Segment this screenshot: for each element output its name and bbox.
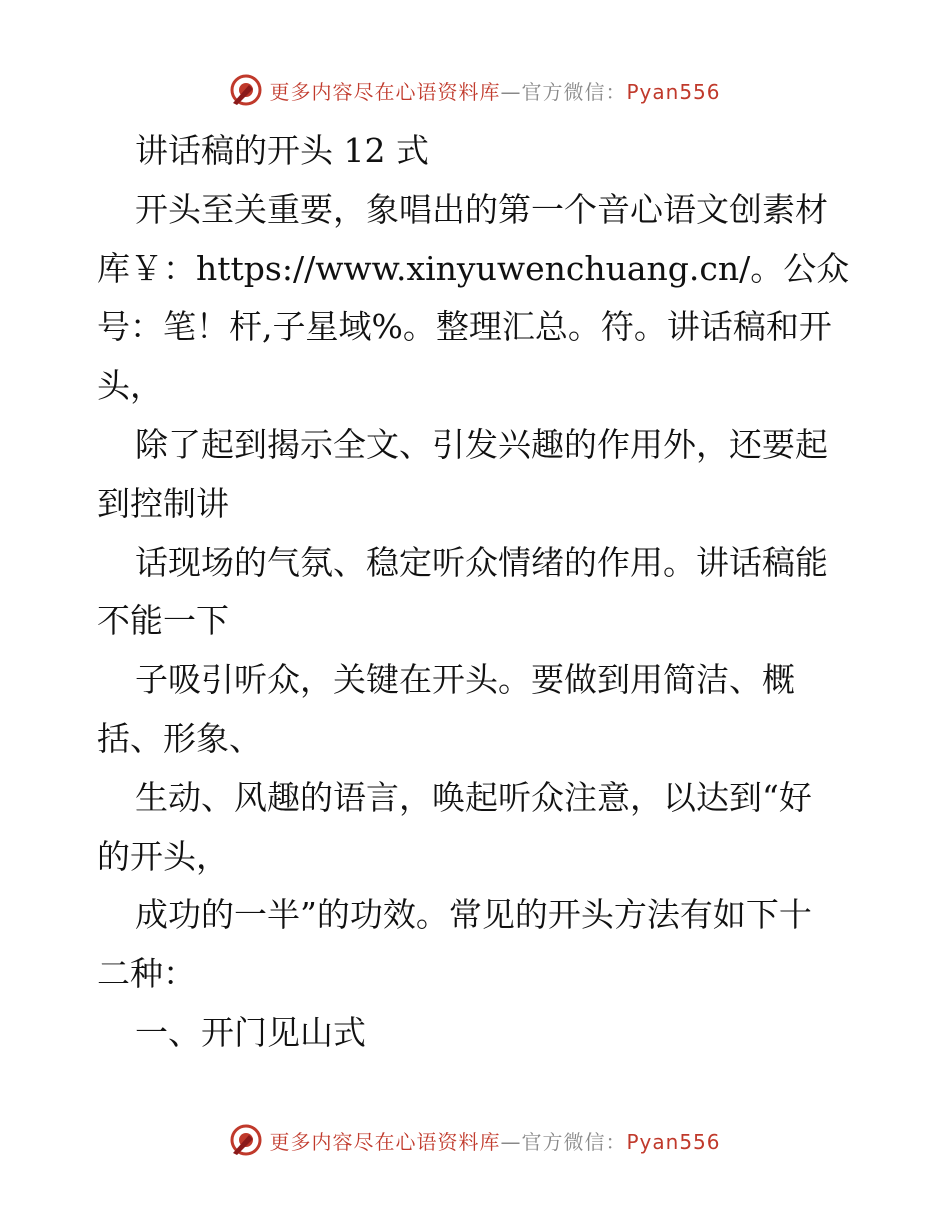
banner-dash: — — [500, 79, 522, 104]
text-line: 头， — [97, 366, 163, 406]
section-heading: 一、开门见山式 — [135, 1012, 366, 1052]
text-line: 除了起到揭示全文、引发兴趣的作用外，还要起 — [135, 424, 828, 464]
header-banner — [0, 70, 950, 110]
text-line: 括、形象、 — [97, 718, 262, 758]
banner-wechat-id: Pyan556 — [626, 1129, 721, 1154]
text-line: 库￥：https://www.xinyuwenchuang.cn/。公众 — [97, 248, 850, 288]
pen-logo-icon — [229, 73, 263, 107]
footer-banner — [0, 1120, 950, 1160]
doc-title: 讲话稿的开头 12 式 — [135, 131, 429, 170]
banner-wechat-label: 官方微信： — [521, 79, 627, 104]
text-line: 生动、风趣的语言，唤起听众注意，以达到“好 — [135, 777, 812, 817]
banner-wechat-id: Pyan556 — [626, 79, 721, 104]
banner-wechat-label: 官方微信： — [521, 1129, 627, 1154]
text-line: 话现场的气氛、稳定听众情绪的作用。讲话稿能 — [135, 542, 828, 582]
text-line: 号：笔！杆,子星域%。整理汇总。符。讲话稿和开 — [97, 307, 832, 347]
banner-title: 更多内容尽在心语资料库 — [269, 1129, 501, 1154]
text-line: 子吸引听众，关键在开头。要做到用简洁、概 — [135, 660, 795, 700]
text-line: 成功的一半”的功效。常见的开头方法有如下十 — [135, 895, 812, 935]
text-line: 到控制讲 — [97, 483, 229, 523]
banner-title: 更多内容尽在心语资料库 — [269, 79, 501, 104]
pen-logo-icon — [229, 1123, 263, 1157]
banner-dash: — — [500, 1129, 522, 1154]
text-line: 不能一下 — [97, 601, 229, 641]
text-line: 的开头， — [97, 836, 229, 876]
text-line: 开头至关重要，象唱出的第一个音心语文创素材 — [135, 189, 828, 229]
text-line: 二种： — [97, 954, 196, 994]
document-body — [97, 122, 857, 1063]
